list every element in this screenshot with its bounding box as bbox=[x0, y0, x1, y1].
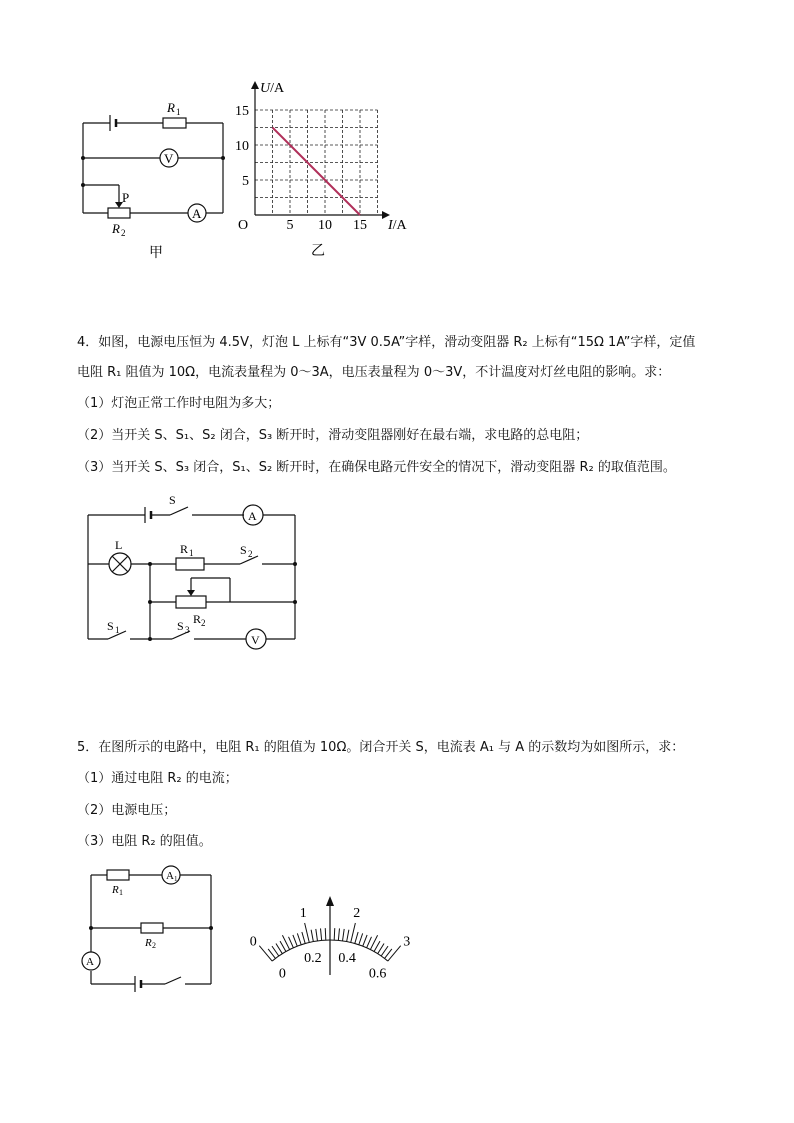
meter-tick bbox=[363, 935, 367, 946]
svg-text:1: 1 bbox=[174, 875, 178, 883]
q5-stem: 5．在图所示的电路中，电阻 R₁ 的阻值为 10Ω。闭合开关 S，电流表 A₁ 与 A 的示数均为如图所示，求： bbox=[77, 740, 685, 755]
caption-jia: 甲 bbox=[149, 246, 163, 260]
meter-tick bbox=[347, 930, 349, 942]
meter-tick bbox=[297, 933, 301, 944]
meter-tick bbox=[289, 937, 294, 948]
lamp-label: L bbox=[115, 538, 123, 552]
meter-tick bbox=[316, 929, 318, 941]
q4-circuit bbox=[80, 492, 310, 662]
x-axis-label: I/A bbox=[388, 218, 407, 233]
voltmeter-label: V bbox=[164, 151, 174, 166]
q4-part2: （2）当开关 S、S₁、S₂ 闭合，S₃ 断开时，滑动变阻器刚好在最右端，求电路的总电阻； bbox=[77, 428, 589, 443]
slider-label: P bbox=[122, 190, 130, 205]
meter-inner-scale bbox=[279, 951, 386, 980]
meter-tick bbox=[259, 946, 272, 961]
ui-line bbox=[273, 128, 361, 216]
ammeter-label: A bbox=[86, 956, 94, 968]
meter-tick bbox=[338, 928, 339, 940]
junction bbox=[293, 600, 297, 604]
junction bbox=[148, 637, 152, 641]
svg-text:2: 2 bbox=[201, 618, 206, 628]
q4-stem-line1: 4．如图，电源电压恒为 4.5V，灯泡 L 上标有“3V 0.5A”字样，滑动变阻器 R₂ 上标有“15Ω 1A”字样，定值 bbox=[77, 335, 696, 350]
meter-tick bbox=[359, 933, 363, 944]
svg-text:1: 1 bbox=[115, 625, 120, 635]
q4-part3: （3）当开关 S、S₃ 闭合，S₁、S₂ 断开时，在确保电路元件安全的情况下，滑动变阻器 R₂ 的取值范围。 bbox=[77, 460, 676, 475]
svg-text:2: 2 bbox=[121, 228, 126, 238]
r2-label: R bbox=[193, 612, 202, 626]
svg-text:2: 2 bbox=[152, 941, 156, 950]
meter-tick bbox=[343, 929, 345, 941]
q4-part1: （1）灯泡正常工作时电阻为多大； bbox=[77, 396, 281, 411]
meter-tick bbox=[302, 932, 305, 944]
y-axis-arrow bbox=[251, 81, 259, 89]
r1-resistor bbox=[107, 870, 129, 880]
r1-resistor bbox=[176, 558, 204, 570]
ammeter-label: A bbox=[192, 206, 202, 221]
r1-label: R bbox=[112, 884, 119, 896]
meter-tick bbox=[321, 928, 322, 940]
r1-resistor bbox=[163, 118, 186, 128]
x-tick-labels bbox=[287, 218, 368, 233]
meter-inner-label: 0.6 bbox=[368, 966, 387, 980]
voltmeter-label: V bbox=[251, 633, 260, 647]
meter-tick bbox=[311, 930, 313, 942]
meter-tick bbox=[280, 941, 286, 951]
meter-tick bbox=[378, 943, 384, 953]
svg-text:3: 3 bbox=[185, 625, 190, 635]
meter-tick bbox=[367, 937, 372, 948]
meter-pointer-tip bbox=[326, 896, 334, 906]
q4-stem-line2: 电阻 R₁ 阻值为 10Ω，电流表量程为 0～3A，电压表量程为 0～3V，不计温度对灯丝电阻的影响。求： bbox=[77, 365, 671, 380]
r2-label: R bbox=[112, 221, 120, 236]
meter-inner-label: 0.4 bbox=[338, 950, 356, 966]
meter-tick bbox=[355, 932, 358, 944]
meter-tick bbox=[276, 943, 282, 953]
switch-s1-label: S bbox=[107, 619, 114, 633]
junction bbox=[148, 562, 152, 566]
graph-yi bbox=[230, 75, 420, 260]
x-tick-label: 10 bbox=[318, 218, 332, 233]
meter-tick bbox=[374, 941, 380, 951]
ammeter-dial bbox=[215, 870, 445, 980]
x-tick-label: 5 bbox=[286, 218, 294, 233]
q5-part3: （3）电阻 R₂ 的阻值。 bbox=[77, 834, 212, 849]
q5-part2: （2）电源电压； bbox=[77, 803, 177, 818]
junction bbox=[209, 926, 213, 930]
y-tick-label: 5 bbox=[242, 174, 249, 189]
r1-label: R bbox=[167, 100, 175, 115]
origin-label: O bbox=[238, 218, 249, 233]
switch-s2-label: S bbox=[240, 543, 247, 557]
svg-text:1: 1 bbox=[189, 548, 194, 558]
r2-resistor bbox=[141, 923, 163, 933]
switch-s bbox=[165, 977, 181, 984]
meter-outer-label: 2 bbox=[353, 906, 361, 922]
y-tick-label: 15 bbox=[235, 104, 249, 119]
meter-tick bbox=[305, 923, 310, 942]
r1-label: R bbox=[180, 542, 189, 556]
r2-rheostat bbox=[108, 208, 130, 218]
meter-outer-label: 1 bbox=[299, 906, 307, 922]
y-axis-label: U/A bbox=[260, 81, 285, 96]
junction bbox=[81, 156, 85, 160]
junction bbox=[221, 156, 225, 160]
meter-tick bbox=[293, 935, 297, 946]
svg-text:2: 2 bbox=[248, 549, 253, 559]
q5-part1: （1）通过电阻 R₂ 的电流； bbox=[77, 771, 238, 786]
r2-rheostat bbox=[176, 596, 206, 608]
switch-s-label: S bbox=[169, 493, 176, 507]
meter-tick bbox=[325, 928, 326, 940]
switch-s3-label: S bbox=[177, 619, 184, 633]
junction bbox=[81, 183, 85, 187]
meter-outer-label: 3 bbox=[403, 934, 411, 950]
switch-s bbox=[170, 507, 188, 515]
svg-text:1: 1 bbox=[119, 888, 123, 897]
meter-outer-label: 0 bbox=[249, 934, 257, 950]
ammeter1-label: A bbox=[166, 870, 174, 882]
svg-text:1: 1 bbox=[176, 107, 181, 117]
meter-tick bbox=[334, 928, 335, 940]
ammeter-label: A bbox=[248, 509, 257, 523]
caption-yi: 乙 bbox=[311, 244, 325, 259]
meter-inner-label: 0.2 bbox=[304, 950, 322, 966]
x-tick-label: 15 bbox=[353, 218, 367, 233]
circuit-jia bbox=[70, 95, 250, 260]
y-tick-label: 10 bbox=[235, 139, 249, 154]
meter-inner-label: 0 bbox=[278, 966, 286, 980]
meter-tick bbox=[388, 946, 401, 961]
meter-tick bbox=[351, 923, 356, 942]
graph-grid bbox=[255, 110, 378, 215]
r2-label: R bbox=[145, 937, 152, 949]
y-tick-labels bbox=[235, 104, 249, 189]
junction bbox=[148, 600, 152, 604]
junction bbox=[293, 562, 297, 566]
slider-arrow bbox=[187, 590, 195, 596]
junction bbox=[89, 926, 93, 930]
q5-circuit bbox=[75, 860, 225, 995]
